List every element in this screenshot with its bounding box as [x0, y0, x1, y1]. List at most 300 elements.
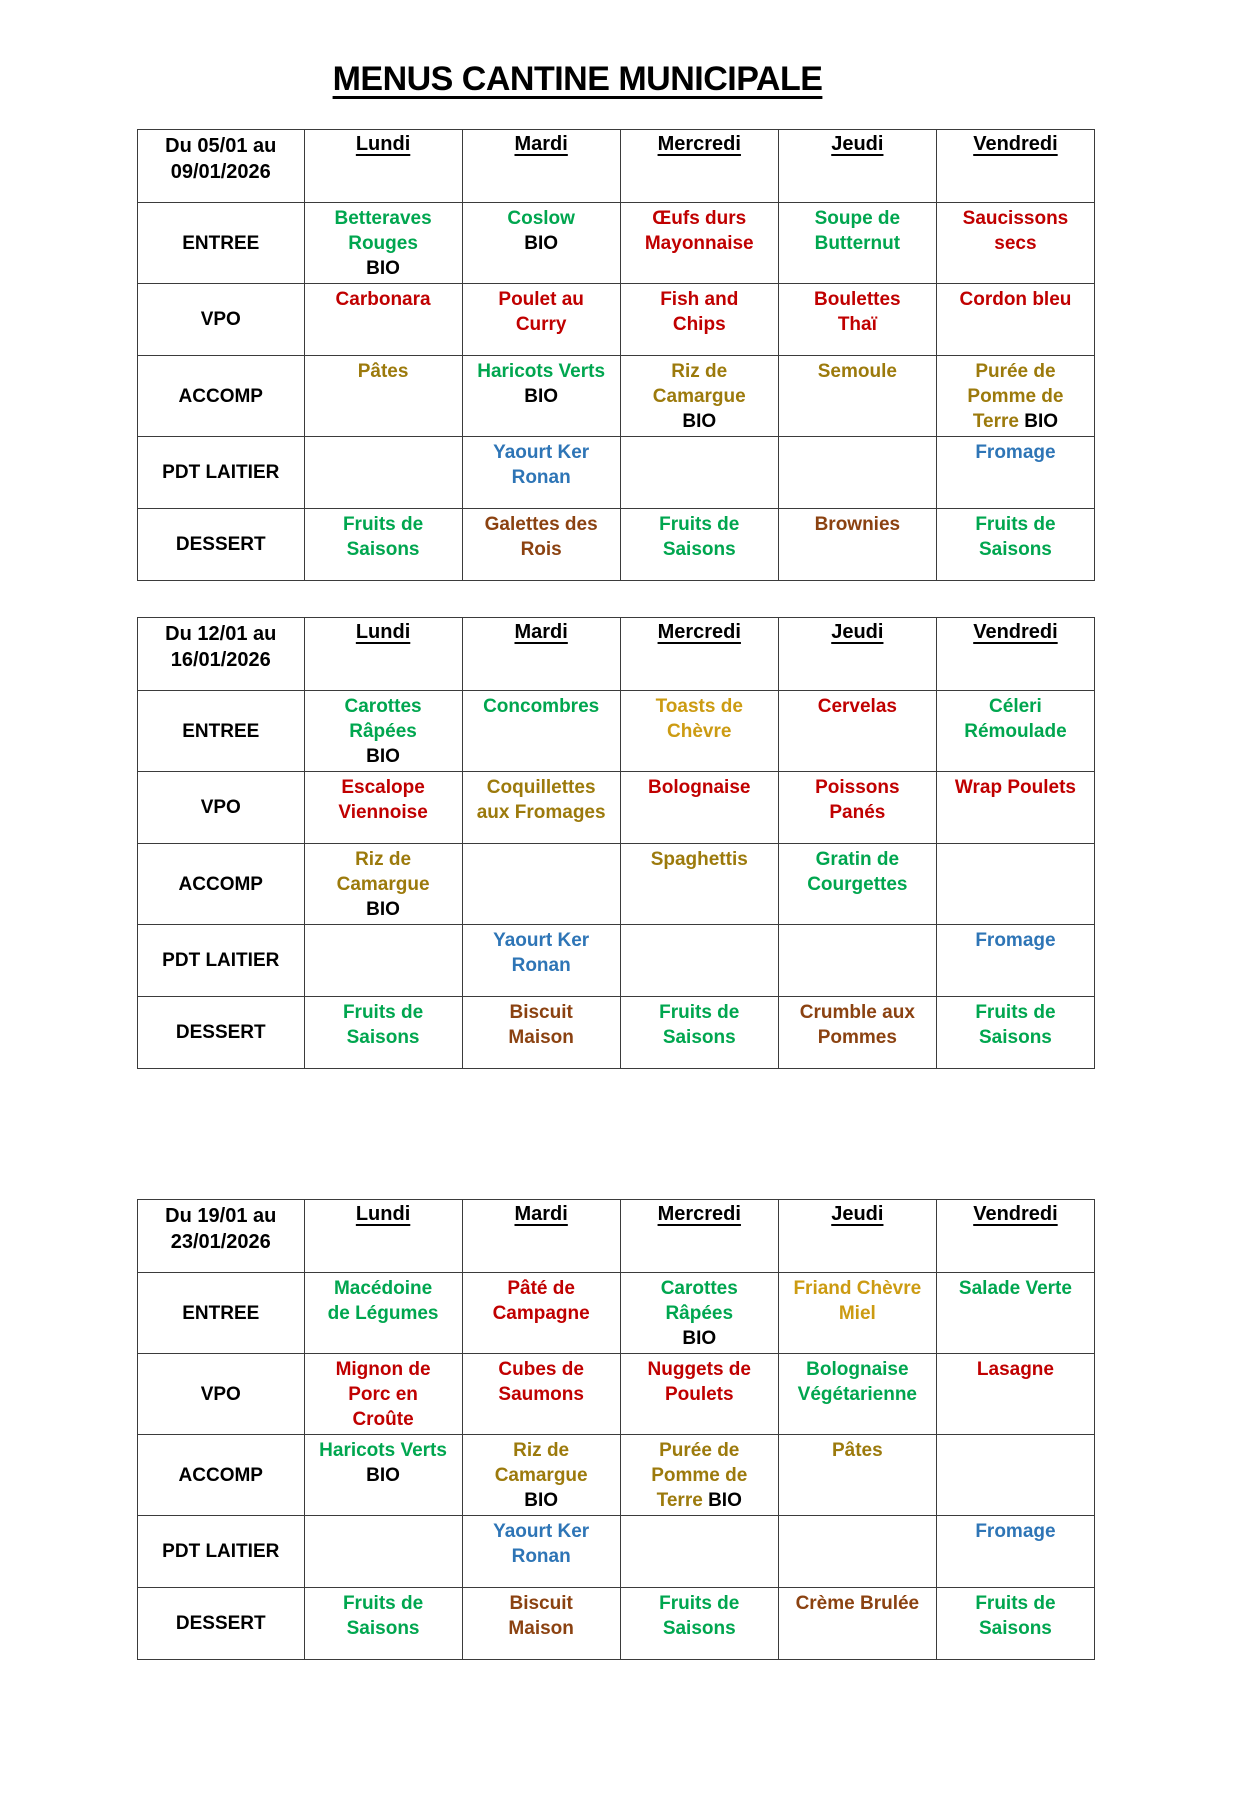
menu-item-text: Semoule — [817, 361, 897, 382]
menu-item-text: Rémoulade — [964, 721, 1067, 742]
menu-item-text: Fruits de — [975, 1002, 1056, 1023]
menu-item-text: Yaourt Ker — [493, 1521, 590, 1542]
menu-item-line — [940, 1025, 1091, 1050]
menu-item-line — [624, 1488, 775, 1513]
menu-row-pdt-laitier — [138, 925, 1095, 997]
menu-row-dessert — [138, 997, 1095, 1069]
menu-item-text: BIO — [524, 233, 559, 254]
menu-item-text: Crème Brulée — [795, 1593, 920, 1614]
menu-item-text: Riz de — [513, 1440, 570, 1461]
menu-cell — [778, 1354, 936, 1435]
menu-item-line — [782, 512, 933, 537]
menu-cell — [778, 203, 936, 284]
menu-cell — [462, 356, 620, 437]
menu-item-text: Friand Chèvre — [793, 1278, 922, 1299]
menu-cell — [620, 691, 778, 772]
menu-item-text: Miel — [838, 1303, 876, 1324]
menu-item-text: Croûte — [352, 1409, 414, 1430]
menu-item-line — [624, 1301, 775, 1326]
menu-item-line — [782, 694, 933, 719]
menu-item-text: Saisons — [979, 539, 1052, 560]
menu-cell — [778, 1273, 936, 1354]
menu-cell — [778, 997, 936, 1069]
menu-item-text: Ronan — [511, 955, 571, 976]
menu-cell — [778, 437, 936, 509]
menu-cell — [304, 925, 462, 997]
menu-item-line — [940, 719, 1091, 744]
row-label-cell: ENTREE — [138, 1273, 305, 1354]
menu-row-pdt-laitier — [138, 437, 1095, 509]
menu-item-line — [466, 1616, 617, 1641]
menu-item-text: Yaourt Ker — [493, 442, 590, 463]
menu-item-text: Saisons — [662, 1027, 736, 1048]
page-title: MENUS CANTINE MUNICIPALE — [332, 60, 823, 98]
menu-item-line — [940, 512, 1091, 537]
menu-row-accomp — [138, 356, 1095, 437]
menu-item-line — [466, 1519, 617, 1544]
menu-item-text: Salade Verte — [958, 1278, 1072, 1299]
menu-item-text: Fish and — [660, 289, 739, 310]
menu-row-pdt-laitier — [138, 1516, 1095, 1588]
menu-item-text: Râpées — [349, 721, 417, 742]
menu-item-text: Saisons — [346, 1027, 420, 1048]
menu-item-text: Carbonara — [335, 289, 431, 310]
menu-item-text: Saucissons — [962, 208, 1069, 229]
menu-row-vpo — [138, 284, 1095, 356]
menu-cell — [620, 1588, 778, 1660]
menu-row-vpo — [138, 772, 1095, 844]
table-header-row — [138, 130, 1095, 203]
menu-item-text: Œufs durs — [652, 208, 747, 229]
day-name-label: Jeudi — [831, 133, 884, 155]
menu-cell — [304, 772, 462, 844]
day-name-label: Vendredi — [973, 1203, 1058, 1225]
menu-item-text: Fruits de — [659, 1593, 740, 1614]
menu-item-line — [466, 1591, 617, 1616]
menu-item-text: Râpées — [665, 1303, 734, 1324]
menu-item-text: aux Fromages — [476, 802, 606, 823]
menu-cell — [936, 1516, 1094, 1588]
menu-cell — [620, 997, 778, 1069]
menu-cell — [304, 1273, 462, 1354]
menu-item-line — [466, 1025, 617, 1050]
menu-item-text: Fruits de — [659, 514, 740, 535]
row-label-cell: DESSERT — [138, 997, 305, 1069]
menu-item-line — [308, 1357, 459, 1382]
menu-item-text: Butternut — [814, 233, 901, 254]
menu-item-text: Fruits de — [975, 514, 1056, 535]
menu-item-text: Fromage — [975, 1521, 1056, 1542]
menu-item-line — [624, 537, 775, 562]
menu-item-line — [308, 1591, 459, 1616]
menu-cell — [304, 691, 462, 772]
menu-cell — [936, 691, 1094, 772]
menu-item-text: Coslow — [507, 208, 575, 229]
week-date-line: 23/01/2026 — [170, 1231, 271, 1253]
menu-item-text: Curry — [515, 314, 567, 335]
menu-item-text: Terre — [972, 411, 1019, 432]
menu-item-text: Macédoine — [333, 1278, 433, 1299]
menu-item-text: Wrap Poulets — [954, 777, 1076, 798]
menu-cell — [462, 844, 620, 925]
menu-cell — [778, 844, 936, 925]
menu-item-line — [466, 694, 617, 719]
menu-item-text: secs — [994, 233, 1037, 254]
menu-item-text: Fruits de — [659, 1002, 740, 1023]
menu-item-line — [308, 256, 459, 281]
menu-item-text: Rouges — [348, 233, 418, 254]
menu-item-line — [782, 800, 933, 825]
menu-item-line — [308, 775, 459, 800]
menu-item-line — [624, 512, 775, 537]
menu-item-text: Haricots Verts — [319, 1440, 447, 1461]
menu-item-text: Galettes des — [484, 514, 598, 535]
menu-item-line — [466, 775, 617, 800]
menu-item-line — [466, 928, 617, 953]
day-header-cell-mardi — [462, 618, 620, 691]
menu-item-line — [782, 287, 933, 312]
menu-cell — [936, 509, 1094, 581]
day-header-cell-mercredi — [620, 1200, 778, 1273]
menu-item-text: Viennoise — [338, 802, 428, 823]
menu-item-text: Cervelas — [817, 696, 897, 717]
menu-item-text: Betteraves — [334, 208, 432, 229]
menu-cell — [936, 284, 1094, 356]
menu-item-text: Yaourt Ker — [493, 930, 590, 951]
menu-item-line — [940, 775, 1091, 800]
menu-item-text: Carottes — [660, 1278, 738, 1299]
menu-item-text: Concombres — [483, 696, 600, 717]
menu-cell — [620, 356, 778, 437]
menu-item-text: BIO — [524, 1490, 559, 1511]
menu-item-text: Saisons — [346, 539, 420, 560]
menus-container — [137, 129, 1095, 1660]
menu-item-line — [940, 1616, 1091, 1641]
menu-item-line — [782, 1357, 933, 1382]
menu-item-line — [940, 287, 1091, 312]
menu-item-text: BIO — [524, 386, 559, 407]
menu-item-line — [466, 1463, 617, 1488]
menu-cell — [620, 772, 778, 844]
row-label-cell: ENTREE — [138, 691, 305, 772]
menu-item-line — [624, 1276, 775, 1301]
menu-item-text: Maison — [508, 1027, 574, 1048]
menu-item-text: Purée de — [659, 1440, 740, 1461]
menu-item-text: Gratin de — [815, 849, 900, 870]
menu-cell — [778, 509, 936, 581]
menu-cell — [304, 997, 462, 1069]
menu-item-text: Riz de — [671, 361, 728, 382]
menu-item-line — [624, 1463, 775, 1488]
menu-item-line — [624, 1438, 775, 1463]
day-name-label: Lundi — [355, 1203, 411, 1225]
menu-item-text: Fromage — [975, 442, 1056, 463]
menu-week-table-2 — [137, 617, 1095, 1069]
menu-item-line — [308, 1463, 459, 1488]
menu-item-line — [940, 1591, 1091, 1616]
menu-cell — [620, 509, 778, 581]
menu-item-line — [940, 537, 1091, 562]
day-name-label: Mardi — [514, 133, 568, 155]
menu-item-text: Camargue — [652, 386, 746, 407]
menu-item-text: Pomme de — [967, 386, 1064, 407]
menu-item-text: Fruits de — [342, 514, 424, 535]
menu-item-line — [466, 287, 617, 312]
menu-item-line — [466, 800, 617, 825]
menu-cell — [462, 691, 620, 772]
week-date-cell — [138, 130, 305, 203]
table-header-row — [138, 618, 1095, 691]
menu-item-line — [624, 1616, 775, 1641]
menu-item-text: Porc en — [348, 1384, 418, 1405]
day-header-cell-lundi — [304, 1200, 462, 1273]
menu-item-line — [308, 287, 459, 312]
day-header-cell-mardi — [462, 1200, 620, 1273]
menu-item-line — [624, 775, 775, 800]
menu-item-line — [940, 359, 1091, 384]
menu-item-text: BIO — [682, 1328, 717, 1349]
menu-item-line — [466, 1301, 617, 1326]
menu-item-line — [624, 1326, 775, 1351]
day-header-cell-mercredi — [620, 130, 778, 203]
day-header-cell-lundi — [304, 618, 462, 691]
row-label-cell: ACCOMP — [138, 1435, 305, 1516]
menu-item-text: Rois — [520, 539, 562, 560]
menu-item-text: Haricots Verts — [477, 361, 606, 382]
menu-item-line — [466, 359, 617, 384]
menu-item-line — [782, 359, 933, 384]
menu-item-text: BIO — [366, 258, 400, 279]
menu-item-line — [308, 359, 459, 384]
menu-item-line — [782, 847, 933, 872]
menu-item-line — [940, 384, 1091, 409]
menu-week-table-3 — [137, 1199, 1095, 1660]
menu-item-line — [466, 1488, 617, 1513]
menu-item-line — [940, 1519, 1091, 1544]
menu-item-line — [466, 465, 617, 490]
menu-item-line — [308, 1438, 459, 1463]
menu-item-line — [466, 953, 617, 978]
menu-item-text: Spaghettis — [650, 849, 748, 870]
day-header-cell-jeudi — [778, 618, 936, 691]
menu-cell — [936, 772, 1094, 844]
menu-item-line — [466, 1382, 617, 1407]
day-header-cell-lundi — [304, 130, 462, 203]
menu-item-line — [308, 1301, 459, 1326]
menu-item-text: Ronan — [511, 467, 571, 488]
menu-item-line — [466, 512, 617, 537]
menu-item-text: BIO — [366, 899, 400, 920]
day-name-label: Lundi — [355, 621, 411, 643]
menu-item-line — [782, 231, 933, 256]
table-header-row — [138, 1200, 1095, 1273]
menu-item-text: Camargue — [336, 874, 430, 895]
menu-item-text: Pomme de — [651, 1465, 748, 1486]
menu-item-line — [308, 897, 459, 922]
menu-item-text: BIO — [366, 1465, 400, 1486]
menu-item-line — [940, 694, 1091, 719]
menu-item-line — [624, 847, 775, 872]
menu-item-text: Nuggets de — [647, 1359, 751, 1380]
menu-item-text: Crumble aux — [799, 1002, 915, 1023]
menu-item-text: Bolognaise — [648, 777, 751, 798]
day-name-label: Vendredi — [973, 621, 1058, 643]
menu-cell — [936, 1354, 1094, 1435]
menu-item-line — [308, 694, 459, 719]
day-name-label: Jeudi — [831, 621, 884, 643]
menu-item-text: Fruits de — [975, 1593, 1056, 1614]
menu-item-line — [782, 1025, 933, 1050]
menu-item-text: Courgettes — [807, 874, 908, 895]
menu-cell — [936, 997, 1094, 1069]
menu-item-line — [624, 359, 775, 384]
menu-cell — [620, 437, 778, 509]
menu-item-text: Panés — [829, 802, 886, 823]
menu-item-text: BIO — [708, 1490, 742, 1511]
menu-cell — [778, 356, 936, 437]
menu-cell — [304, 1516, 462, 1588]
menu-item-line — [308, 1276, 459, 1301]
menu-item-line — [624, 384, 775, 409]
menu-item-text: Coquillettes — [486, 777, 596, 798]
menu-item-text: Bolognaise — [806, 1359, 909, 1380]
menu-item-text: Poulets — [664, 1384, 734, 1405]
menu-item-text: Maison — [508, 1618, 574, 1639]
row-label-cell: VPO — [138, 772, 305, 844]
menu-item-line — [782, 1000, 933, 1025]
menu-item-text: Poissons — [815, 777, 900, 798]
menu-item-line — [624, 409, 775, 434]
menu-item-text: Pâtes — [831, 1440, 883, 1461]
menu-item-line — [624, 1357, 775, 1382]
menu-cell — [462, 203, 620, 284]
menu-item-text: Mignon de — [335, 1359, 431, 1380]
day-name-label: Jeudi — [831, 1203, 884, 1225]
week-date-line: Du 19/01 au — [165, 1205, 277, 1227]
menu-item-text: Fruits de — [342, 1002, 424, 1023]
menu-item-line — [466, 1276, 617, 1301]
menu-item-line — [308, 1382, 459, 1407]
menu-item-text: Saisons — [346, 1618, 420, 1639]
menu-cell — [778, 1588, 936, 1660]
menu-item-line — [940, 206, 1091, 231]
menu-cell — [778, 284, 936, 356]
day-name-label: Vendredi — [973, 133, 1058, 155]
menu-cell — [936, 1588, 1094, 1660]
menu-item-line — [940, 1000, 1091, 1025]
row-label-cell: VPO — [138, 284, 305, 356]
row-label-cell: ACCOMP — [138, 844, 305, 925]
menu-cell — [462, 1435, 620, 1516]
menu-item-line — [940, 409, 1091, 434]
menu-item-text: BIO — [366, 746, 400, 767]
day-name-label: Mercredi — [657, 621, 741, 643]
menu-cell — [304, 203, 462, 284]
menu-cell — [620, 844, 778, 925]
menu-item-line — [782, 872, 933, 897]
row-label-cell: VPO — [138, 1354, 305, 1435]
day-header-cell-jeudi — [778, 130, 936, 203]
menu-item-text: Fromage — [975, 930, 1056, 951]
menu-cell — [936, 356, 1094, 437]
menu-cell — [620, 925, 778, 997]
menu-item-line — [308, 1025, 459, 1050]
row-label-cell: DESSERT — [138, 509, 305, 581]
week-date-line: Du 05/01 au — [165, 135, 277, 157]
menu-item-line — [624, 1382, 775, 1407]
menu-cell — [936, 1273, 1094, 1354]
menu-item-line — [782, 1591, 933, 1616]
week-date-line: 09/01/2026 — [170, 161, 271, 183]
menu-cell — [778, 1516, 936, 1588]
menu-item-text: Chèvre — [667, 721, 732, 742]
row-label-cell: ACCOMP — [138, 356, 305, 437]
menu-item-text: Pâté de — [507, 1278, 575, 1299]
menu-item-text: Fruits de — [342, 1593, 424, 1614]
menu-item-line — [940, 440, 1091, 465]
menu-item-text: Brownies — [814, 514, 901, 535]
menu-item-line — [308, 1616, 459, 1641]
menu-item-line — [308, 512, 459, 537]
menu-row-entree — [138, 691, 1095, 772]
menu-item-line — [624, 287, 775, 312]
menu-item-text: Campagne — [492, 1303, 590, 1324]
menu-cell — [304, 1588, 462, 1660]
day-header-cell-vendredi — [936, 618, 1094, 691]
menu-cell — [304, 437, 462, 509]
menu-item-text: Ronan — [511, 1546, 571, 1567]
menu-item-line — [624, 1025, 775, 1050]
day-header-cell-vendredi — [936, 1200, 1094, 1273]
menu-item-text: Purée de — [975, 361, 1056, 382]
menu-item-text: Biscuit — [509, 1002, 573, 1023]
row-label-cell: PDT LAITIER — [138, 925, 305, 997]
menu-item-line — [466, 206, 617, 231]
week-date-cell — [138, 618, 305, 691]
day-name-label: Lundi — [355, 133, 411, 155]
menu-item-line — [466, 384, 617, 409]
menu-item-line — [624, 1000, 775, 1025]
menu-item-line — [308, 537, 459, 562]
menu-item-line — [308, 744, 459, 769]
menu-item-line — [782, 775, 933, 800]
menu-cell — [304, 509, 462, 581]
menu-cell — [778, 691, 936, 772]
menu-item-line — [782, 1276, 933, 1301]
menu-item-text: Mayonnaise — [644, 233, 754, 254]
menu-cell — [936, 844, 1094, 925]
menu-item-text: Cubes de — [498, 1359, 584, 1380]
menu-item-text: Biscuit — [509, 1593, 573, 1614]
menu-item-text: Pâtes — [357, 361, 409, 382]
day-header-cell-jeudi — [778, 1200, 936, 1273]
menu-item-text: Poulet au — [498, 289, 584, 310]
menu-item-line — [308, 231, 459, 256]
menu-item-line — [782, 1382, 933, 1407]
menu-item-line — [624, 312, 775, 337]
menu-item-text: Chips — [672, 314, 726, 335]
day-name-label: Mercredi — [657, 1203, 741, 1225]
week-date-cell — [138, 1200, 305, 1273]
menu-item-text: Saisons — [662, 539, 736, 560]
menu-item-text: BIO — [682, 411, 717, 432]
menu-item-line — [940, 231, 1091, 256]
menu-item-line — [466, 312, 617, 337]
day-name-label: Mercredi — [657, 133, 741, 155]
menu-item-text: Terre — [656, 1490, 703, 1511]
menu-cell — [462, 437, 620, 509]
menu-item-text: Thaï — [837, 314, 877, 335]
